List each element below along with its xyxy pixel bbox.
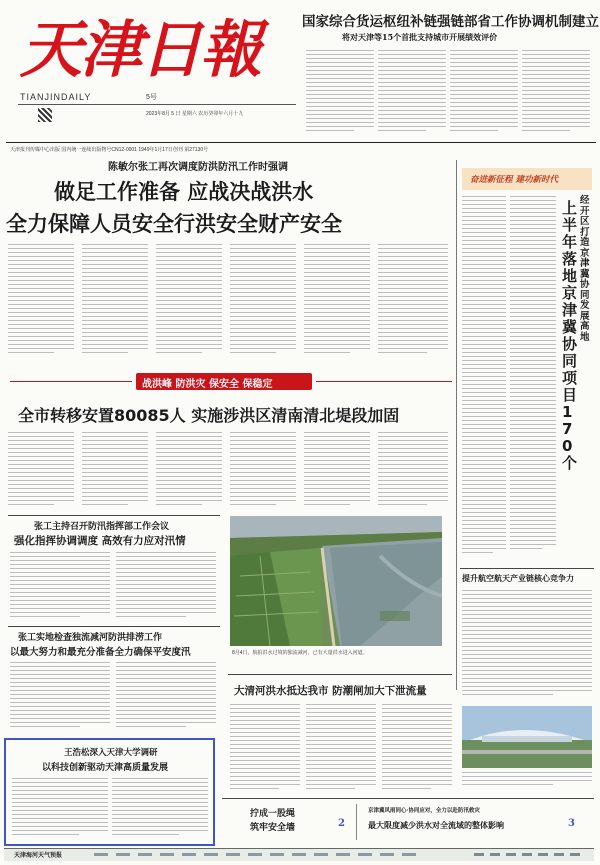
weather-icons xyxy=(94,853,424,856)
weather-strip-right xyxy=(474,853,584,856)
story-b-body-2 xyxy=(116,662,216,732)
top-story-body-2 xyxy=(378,50,446,142)
sidebar-logo-text: 奋进新征程 建功新时代 xyxy=(470,175,558,185)
masthead-code-line: 天津报刊传媒中心出版 国内统一连续出版物号CN12-0001 1949年1月17日创刊 第27130号 xyxy=(10,147,209,153)
lead-headline-2: 全力保障人员安全行洪安全财产安全 xyxy=(6,212,342,236)
weather-bar xyxy=(4,848,594,861)
river-story-body-2 xyxy=(306,704,376,794)
second-body-col-4 xyxy=(230,432,296,512)
sidebar-body-1 xyxy=(462,196,506,566)
second-body-col-5 xyxy=(304,432,370,512)
story-b-body-1 xyxy=(10,662,110,732)
weather-title: 天津海河天气预报 xyxy=(14,852,63,859)
story-a-rule xyxy=(8,515,220,516)
story-c-headline: 以科技创新驱动天津高质量发展 xyxy=(42,763,169,773)
second-headline: 全市转移安置80085人 实施涉洪区清南清北堤段加固 xyxy=(18,406,400,425)
river-story-body-3 xyxy=(382,704,452,794)
lead-body-col-2 xyxy=(82,244,148,366)
lead-body-col-4 xyxy=(230,244,296,366)
banner-rule-left xyxy=(10,381,132,382)
lead-body-col-6 xyxy=(378,244,448,366)
story-a-body-2 xyxy=(116,552,216,622)
second-body-col-2 xyxy=(82,432,148,512)
sidebar-tech-headline: 提升航空航天产业链核心竞争力 xyxy=(462,573,574,583)
bottom-promo-1-line-2: 筑牢安全墙 xyxy=(250,823,296,833)
lead-body xyxy=(8,244,452,366)
sidebar-tech-body xyxy=(462,590,592,702)
photo-caption: 8月4日，航拍洪水过境的独流减河，已有大量洪水进入河道。 xyxy=(232,650,368,656)
banner-rule-right xyxy=(316,381,452,382)
lead-headline-1: 做足工作准备 应战决战洪水 xyxy=(54,180,314,204)
sidebar-photo xyxy=(462,706,592,768)
lead-body-col-1 xyxy=(8,244,74,366)
river-story-headline: 大清河洪水抵达我市 防潮闸加大下泄流量 xyxy=(234,685,427,697)
second-body-col-6 xyxy=(378,432,448,512)
masthead-pinyin: TIANJINDAILY xyxy=(20,92,92,102)
top-story-body-1 xyxy=(306,50,374,142)
sidebar-headline: 上半年落地京津冀协同项目170个 xyxy=(562,199,578,472)
sidebar-logo xyxy=(462,168,592,190)
lead-kicker: 陈敏尔张工再次调度防洪防汛工作时强调 xyxy=(108,162,288,173)
story-b-headline: 以最大努力和最充分准备全力确保平安度汛 xyxy=(10,647,191,658)
story-b-rule xyxy=(8,626,220,627)
sidebar-kicker: 经开区打造京津冀协同发展高地 xyxy=(580,195,590,343)
lead-body-col-5 xyxy=(304,244,370,366)
bottom-rule xyxy=(222,798,594,799)
story-c-body-2 xyxy=(112,778,208,840)
bottom-promo-1[interactable] xyxy=(226,802,350,842)
second-body xyxy=(8,432,452,512)
aerial-river-image xyxy=(230,516,442,646)
bottom-promo-2-page: 3 xyxy=(568,818,575,829)
top-story xyxy=(298,6,599,146)
story-b-kicker: 张工实地检查独流减河防洪排涝工作 xyxy=(18,633,163,643)
bottom-promo-divider xyxy=(356,804,357,840)
bottom-promo-1-page: 2 xyxy=(338,818,345,829)
story-a-body-1 xyxy=(10,552,110,622)
aerial-river-photo xyxy=(230,516,442,646)
river-story-body-1 xyxy=(230,704,300,794)
second-body-col-3 xyxy=(156,432,222,512)
story-c-body-1 xyxy=(12,778,108,840)
bottom-promo-2-line-1: 京津冀风雨同心·协同应对，全力以赴防汛救灾 xyxy=(368,808,480,814)
story-a-kicker: 张工主持召开防汛指挥部工作会议 xyxy=(34,522,170,532)
top-story-title: 国家综合货运枢纽补链强链部省工作协调机制建立 xyxy=(302,14,599,30)
river-story-rule xyxy=(228,674,452,675)
masthead xyxy=(6,6,296,156)
lead-body-col-3 xyxy=(156,244,222,366)
banner xyxy=(136,373,312,390)
second-body-col-1 xyxy=(8,432,74,512)
story-c-box[interactable] xyxy=(4,738,215,846)
story-c-kicker: 王浩松深入天津大学调研 xyxy=(64,748,158,758)
masthead-title: 天津日報 xyxy=(20,13,261,86)
bottom-promo-1-line-1: 拧成一股绳 xyxy=(250,809,296,819)
masthead-qr-icon xyxy=(38,108,52,122)
banner-text: 战洪峰 防洪灾 保安全 保稳定 xyxy=(142,379,273,390)
bottom-promo-2-line-2: 最大限度减少洪水对全流域的整体影响 xyxy=(368,820,504,830)
masthead-date-line: 2023年8月 5 日 星期六 农历癸卯年六月十九 xyxy=(146,111,244,117)
sidebar-body-2 xyxy=(510,196,556,566)
sidebar-divider xyxy=(456,160,457,690)
top-story-body-4 xyxy=(522,50,590,142)
bottom-promo-2[interactable] xyxy=(362,802,592,842)
masthead-rule xyxy=(18,104,296,105)
airport-building-image xyxy=(462,706,592,768)
top-story-subtitle: 将对天津等15个首批支持城市开展绩效评价 xyxy=(342,32,498,42)
issue-number: 5号 xyxy=(146,94,157,101)
sidebar-photo-caption xyxy=(462,772,592,792)
sidebar-tech-rule xyxy=(460,568,594,569)
top-story-body-3 xyxy=(450,50,518,142)
story-a-headline: 强化指挥协调调度 高效有力应对汛情 xyxy=(14,535,186,547)
